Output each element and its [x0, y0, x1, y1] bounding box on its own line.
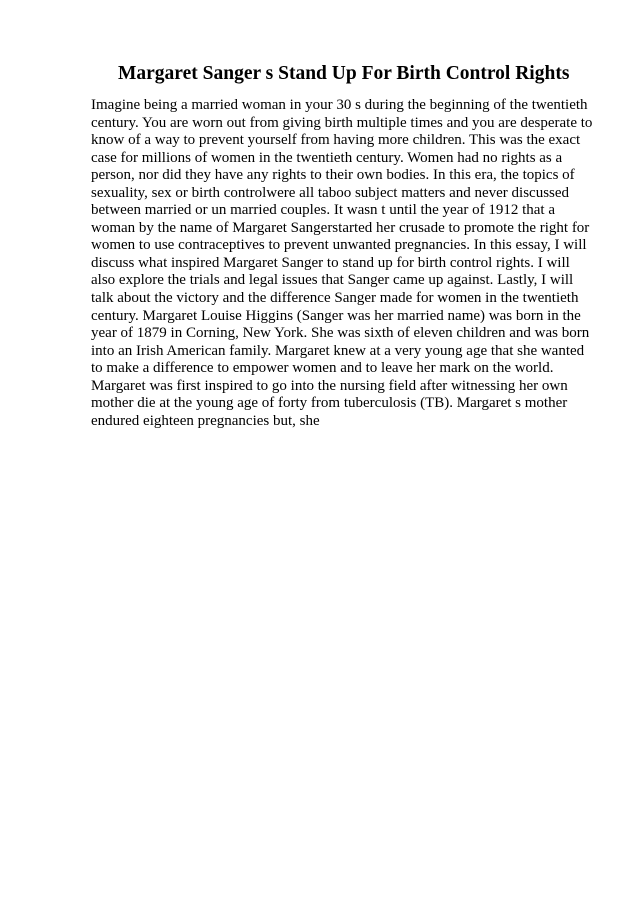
document-title: Margaret Sanger s Stand Up For Birth Control Rights	[118, 63, 570, 84]
paragraph-line: know of a way to prevent yourself from having more children. This was the exact	[91, 132, 581, 149]
body-paragraph	[91, 97, 591, 430]
paragraph-line: person, nor did they have any rights to their own bodies. In this era, the topics of	[91, 167, 575, 184]
paragraph-line: women to use contraceptives to prevent unwanted pregnancies. In this essay, I will	[91, 237, 587, 254]
paragraph-line: between married or un married couples. It wasn t until the year of 1912 that a	[91, 202, 556, 219]
paragraph-line: discuss what inspired Margaret Sanger to stand up for birth control rights. I will	[91, 254, 570, 271]
paragraph-line: talk about the victory and the difference Sanger made for women in the twentieth	[91, 290, 579, 307]
paragraph-line: endured eighteen pregnancies but, she	[91, 412, 320, 429]
paragraph-line: Margaret was first inspired to go into the nursing field after witnessing her own	[91, 377, 568, 394]
paragraph-line: also explore the trials and legal issues that Sanger came up against. Lastly, I will	[91, 272, 574, 289]
paragraph-line: century. You are worn out from giving birth multiple times and you are desperate to	[91, 114, 593, 131]
paragraph-line: to make a difference to empower women and to leave her mark on the world.	[91, 360, 554, 377]
paragraph-line: into an Irish American family. Margaret knew at a very young age that she wanted	[91, 342, 585, 359]
paragraph-line: case for millions of women in the twentieth century. Women had no rights as a	[91, 149, 563, 166]
paragraph-line: century. Margaret Louise Higgins (Sanger was her married name) was born in the	[91, 307, 581, 324]
paragraph-line: sexuality, sex or birth controlwere all taboo subject matters and never discussed	[91, 184, 570, 201]
paragraph-line: woman by the name of Margaret Sangerstarted her crusade to promote the right for	[91, 219, 590, 236]
paragraph-line: Imagine being a married woman in your 30 s during the beginning of the twentieth	[91, 97, 588, 113]
paragraph-line: year of 1879 in Corning, New York. She was sixth of eleven children and was born	[91, 325, 590, 342]
paragraph-line: mother die at the young age of forty from tuberculosis (TB). Margaret s mother	[91, 395, 568, 412]
